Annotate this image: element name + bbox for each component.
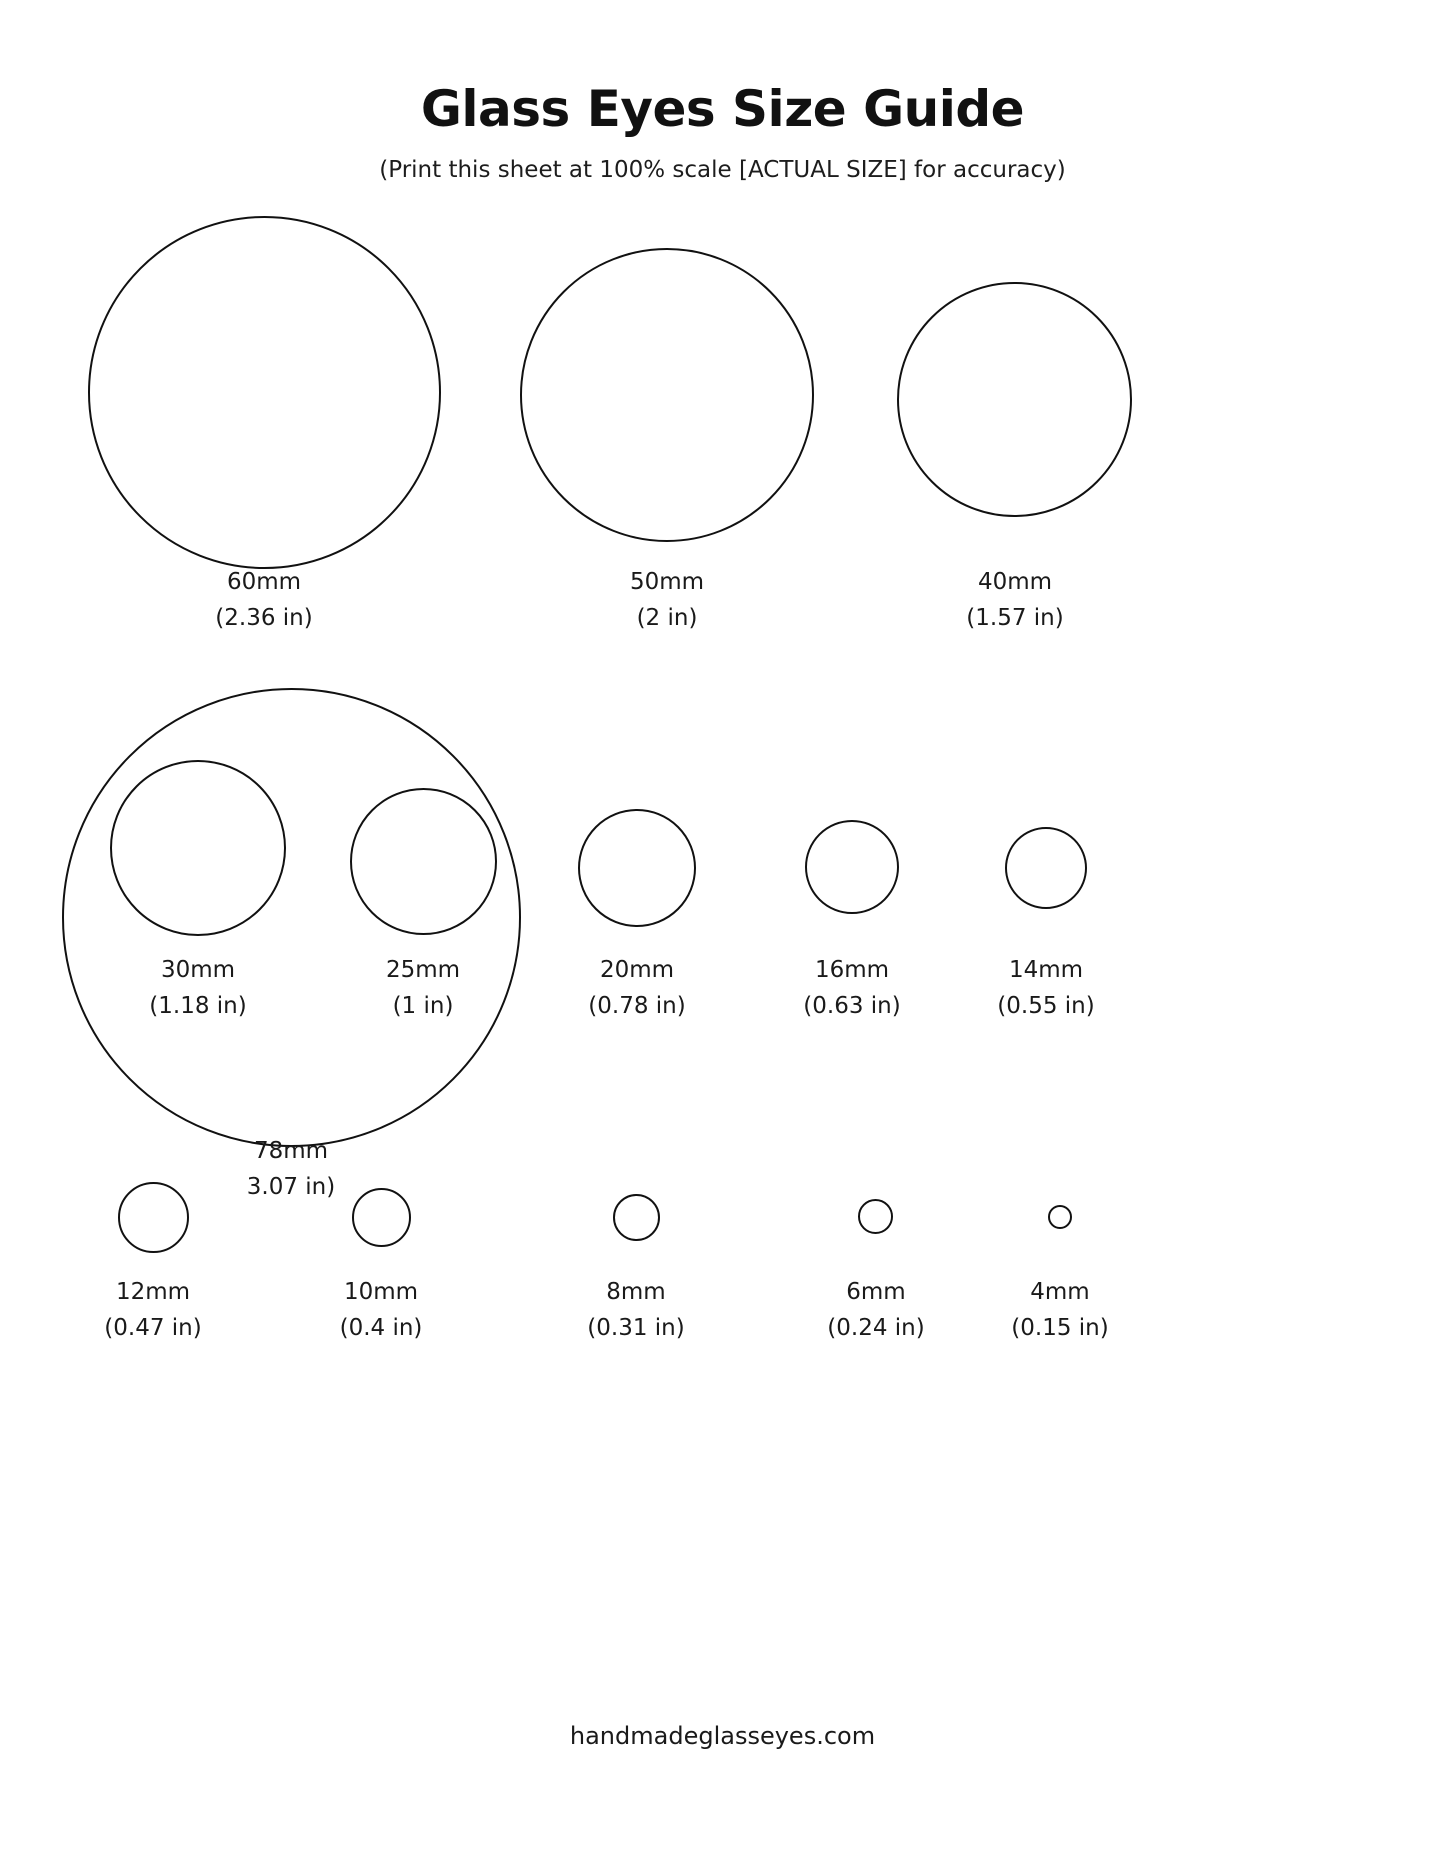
label-78mm-inch: 3.07 in) bbox=[246, 1173, 336, 1200]
circle-14mm bbox=[1005, 827, 1087, 909]
circle-4mm bbox=[1048, 1205, 1072, 1229]
circle-60mm bbox=[88, 216, 441, 569]
label-25mm-inch: (1 in) bbox=[392, 992, 454, 1019]
circle-8mm bbox=[613, 1194, 660, 1241]
circle-6mm bbox=[858, 1199, 893, 1234]
circle-50mm bbox=[520, 248, 814, 542]
label-4mm bbox=[910, 1275, 1210, 1346]
label-8mm-inch: (0.31 in) bbox=[587, 1314, 685, 1341]
circle-30mm bbox=[110, 760, 286, 936]
label-10mm-inch: (0.4 in) bbox=[339, 1314, 423, 1341]
circle-16mm bbox=[805, 820, 899, 914]
label-16mm-mm: 16mm bbox=[814, 957, 890, 983]
label-30mm-inch: (1.18 in) bbox=[149, 992, 247, 1019]
label-40mm-inch: (1.57 in) bbox=[966, 604, 1064, 631]
circle-40mm bbox=[897, 282, 1132, 517]
label-25mm-mm: 25mm bbox=[385, 957, 461, 983]
label-16mm-inch: (0.63 in) bbox=[803, 992, 901, 1019]
label-60mm-mm: 60mm bbox=[226, 569, 302, 595]
label-50mm-inch: (2 in) bbox=[636, 604, 698, 631]
label-20mm-mm: 20mm bbox=[599, 957, 675, 983]
label-50mm-mm: 50mm bbox=[629, 569, 705, 595]
label-4mm-inch: (0.15 in) bbox=[1011, 1314, 1109, 1341]
circle-10mm bbox=[352, 1188, 411, 1247]
label-14mm bbox=[896, 953, 1196, 1024]
label-12mm-inch: (0.47 in) bbox=[104, 1314, 202, 1341]
label-20mm-inch: (0.78 in) bbox=[588, 992, 686, 1019]
circle-25mm bbox=[350, 788, 497, 935]
label-60mm bbox=[114, 565, 414, 636]
label-40mm-mm: 40mm bbox=[977, 569, 1053, 595]
page-title: Glass Eyes Size Guide bbox=[420, 80, 1025, 138]
label-40mm bbox=[865, 565, 1165, 636]
label-78mm-mm: 78mm bbox=[253, 1138, 329, 1164]
label-60mm-inch: (2.36 in) bbox=[215, 604, 313, 631]
page-subtitle: (Print this sheet at 100% scale [ACTUAL SIZE] for accuracy) bbox=[379, 157, 1066, 183]
label-10mm-mm: 10mm bbox=[343, 1279, 419, 1305]
circle-12mm bbox=[118, 1182, 189, 1253]
label-14mm-inch: (0.55 in) bbox=[997, 992, 1095, 1019]
document-header bbox=[0, 82, 1445, 185]
footer-website: handmadeglasseyes.com bbox=[569, 1722, 876, 1750]
label-4mm-mm: 4mm bbox=[1030, 1279, 1090, 1305]
label-8mm-mm: 8mm bbox=[606, 1279, 666, 1305]
circle-20mm bbox=[578, 809, 696, 927]
label-6mm-mm: 6mm bbox=[846, 1279, 906, 1305]
label-50mm bbox=[517, 565, 817, 636]
label-6mm-inch: (0.24 in) bbox=[827, 1314, 925, 1341]
label-12mm-mm: 12mm bbox=[115, 1279, 191, 1305]
label-30mm-mm: 30mm bbox=[160, 957, 236, 983]
label-14mm-mm: 14mm bbox=[1008, 957, 1084, 983]
